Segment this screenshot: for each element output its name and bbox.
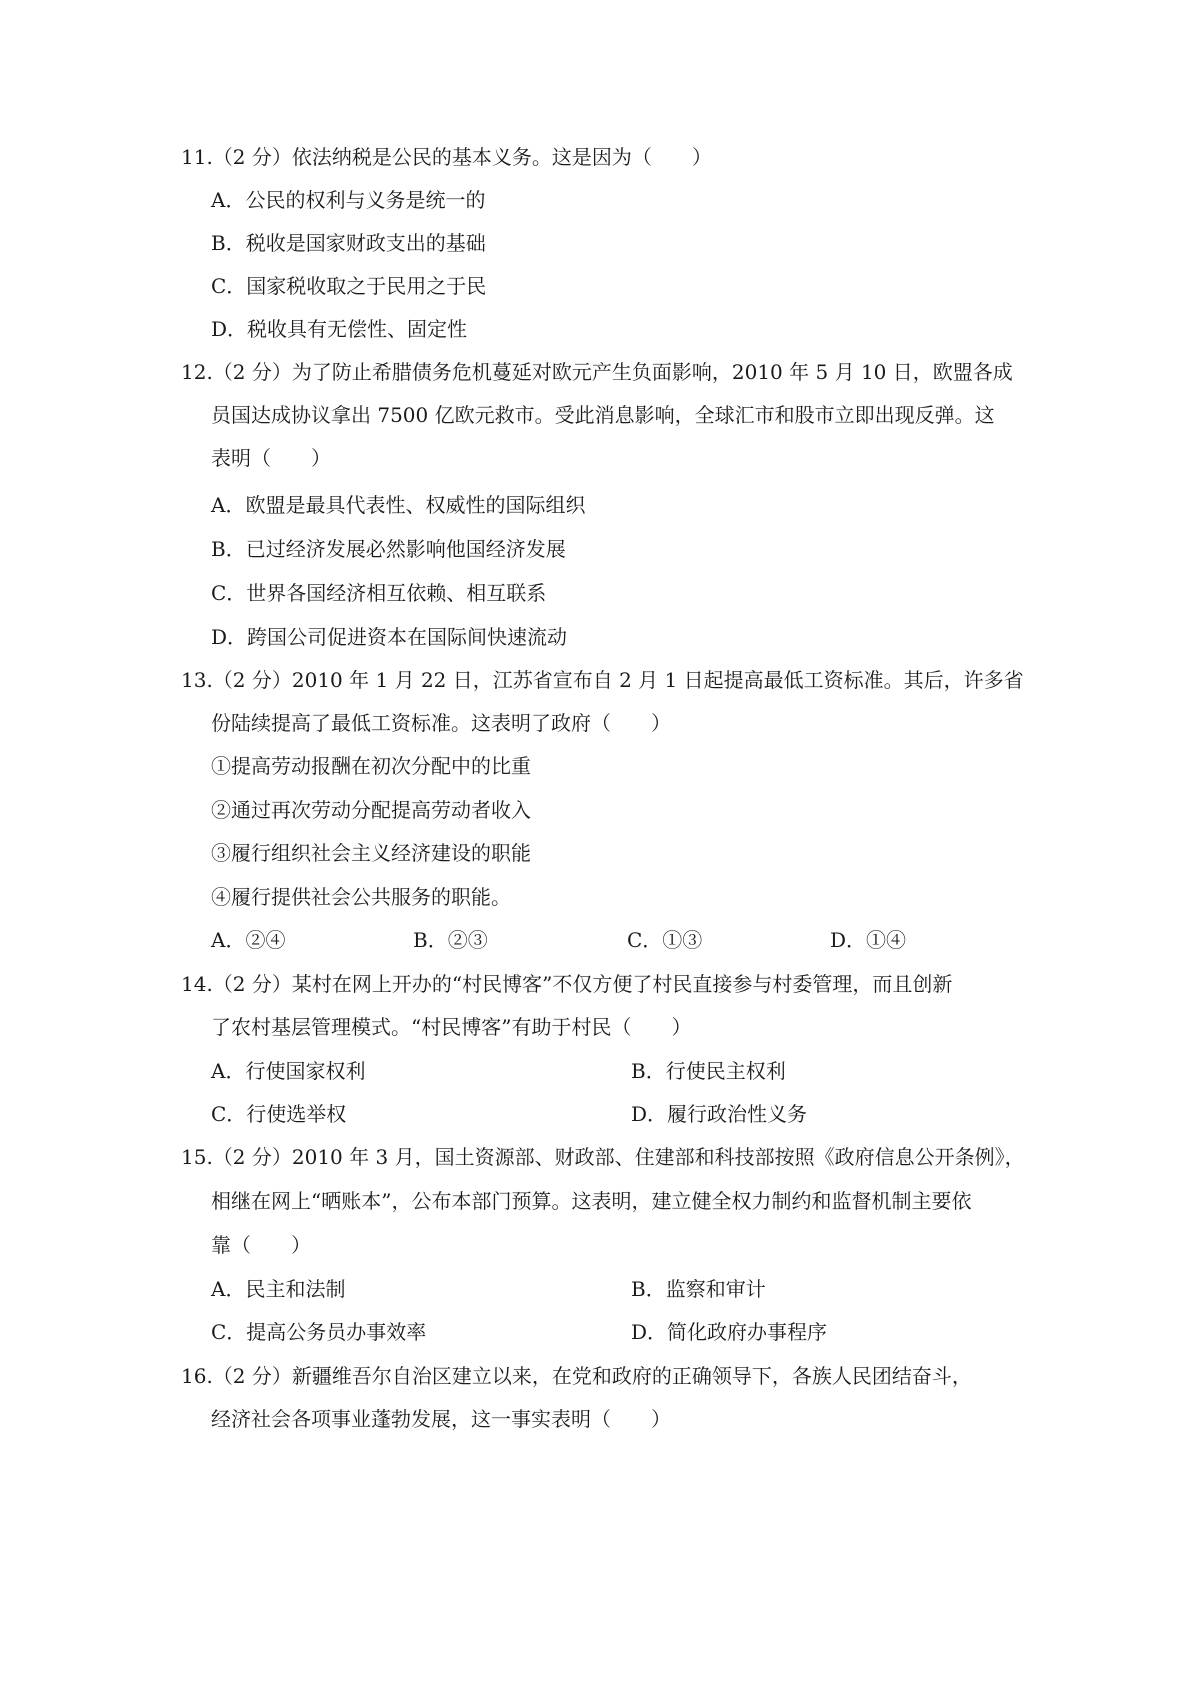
q12-option-d: D．跨国公司促进资本在国际间快速流动	[211, 625, 568, 649]
q12-stem-line-3: 表明（ ）	[211, 446, 331, 470]
q11-option-a: A．公民的权利与义务是统一的	[211, 188, 486, 212]
q15-stem-line-3: 靠（ ）	[211, 1233, 311, 1257]
q12-option-a: A．欧盟是最具代表性、权威性的国际组织	[211, 493, 586, 517]
q13-option-c: C．①③	[627, 928, 703, 952]
q15-option-a: A．民主和法制	[211, 1277, 346, 1301]
q15-option-d: D．简化政府办事程序	[631, 1320, 828, 1344]
q13-option-d: D．①④	[830, 928, 907, 952]
q12-option-c: C．世界各国经济相互依赖、相互联系	[211, 581, 547, 605]
q13-option-b: B．②③	[413, 928, 488, 952]
q15-option-b: B．监察和审计	[631, 1277, 766, 1301]
q12-stem-line-2: 员国达成协议拿出 7500 亿欧元救市。受此消息影响，全球汇市和股市立即出现反弹。这	[211, 403, 995, 427]
q14-option-c: C．行使选举权	[211, 1102, 347, 1126]
q13-statement-4: ④履行提供社会公共服务的职能。	[211, 885, 511, 909]
q11-stem-line-1: 11.（2 分）依法纳税是公民的基本义务。这是因为（ ）	[181, 145, 712, 169]
q13-option-a: A．②④	[211, 928, 286, 952]
q11-option-b: B．税收是国家财政支出的基础	[211, 231, 486, 255]
q13-stem-line-2: 份陆续提高了最低工资标准。这表明了政府（ ）	[211, 711, 671, 735]
q14-option-d: D．履行政治性义务	[631, 1102, 808, 1126]
q14-option-a: A．行使国家权利	[211, 1059, 366, 1083]
q16-stem-line-2: 经济社会各项事业蓬勃发展，这一事实表明（ ）	[211, 1407, 671, 1431]
q11-option-d: D．税收具有无偿性、固定性	[211, 317, 468, 341]
q11-option-c: C．国家税收取之于民用之于民	[211, 274, 487, 298]
q13-statement-3: ③履行组织社会主义经济建设的职能	[211, 841, 531, 865]
q16-stem-line-1: 16.（2 分）新疆维吾尔自治区建立以来，在党和政府的正确领导下，各族人民团结奋斗，	[181, 1364, 972, 1388]
q14-option-b: B．行使民主权利	[631, 1059, 786, 1083]
q15-option-c: C．提高公务员办事效率	[211, 1320, 427, 1344]
q15-stem-line-1: 15.（2 分）2010 年 3 月，国土资源部、财政部、住建部和科技部按照《政府信息公开条例》，	[181, 1145, 1025, 1169]
q14-stem-line-1: 14.（2 分）某村在网上开办的“村民博客”不仅方便了村民直接参与村委管理，而且创新	[181, 972, 953, 996]
q12-stem-line-1: 12.（2 分）为了防止希腊债务危机蔓延对欧元产生负面影响，2010 年 5 月 10 日，欧盟各成	[181, 360, 1013, 384]
q14-stem-line-2: 了农村基层管理模式。“村民博客”有助于村民（ ）	[211, 1015, 692, 1039]
q12-option-b: B．已过经济发展必然影响他国经济发展	[211, 537, 566, 561]
q13-statement-2: ②通过再次劳动分配提高劳动者收入	[211, 798, 531, 822]
q13-statement-1: ①提高劳动报酬在初次分配中的比重	[211, 754, 531, 778]
q13-stem-line-1: 13.（2 分）2010 年 1 月 22 日，江苏省宣布自 2 月 1 日起提高最低工资标准。其后，许多省	[181, 668, 1024, 692]
q15-stem-line-2: 相继在网上“晒账本”，公布本部门预算。这表明，建立健全权力制约和监督机制主要依	[211, 1189, 972, 1213]
